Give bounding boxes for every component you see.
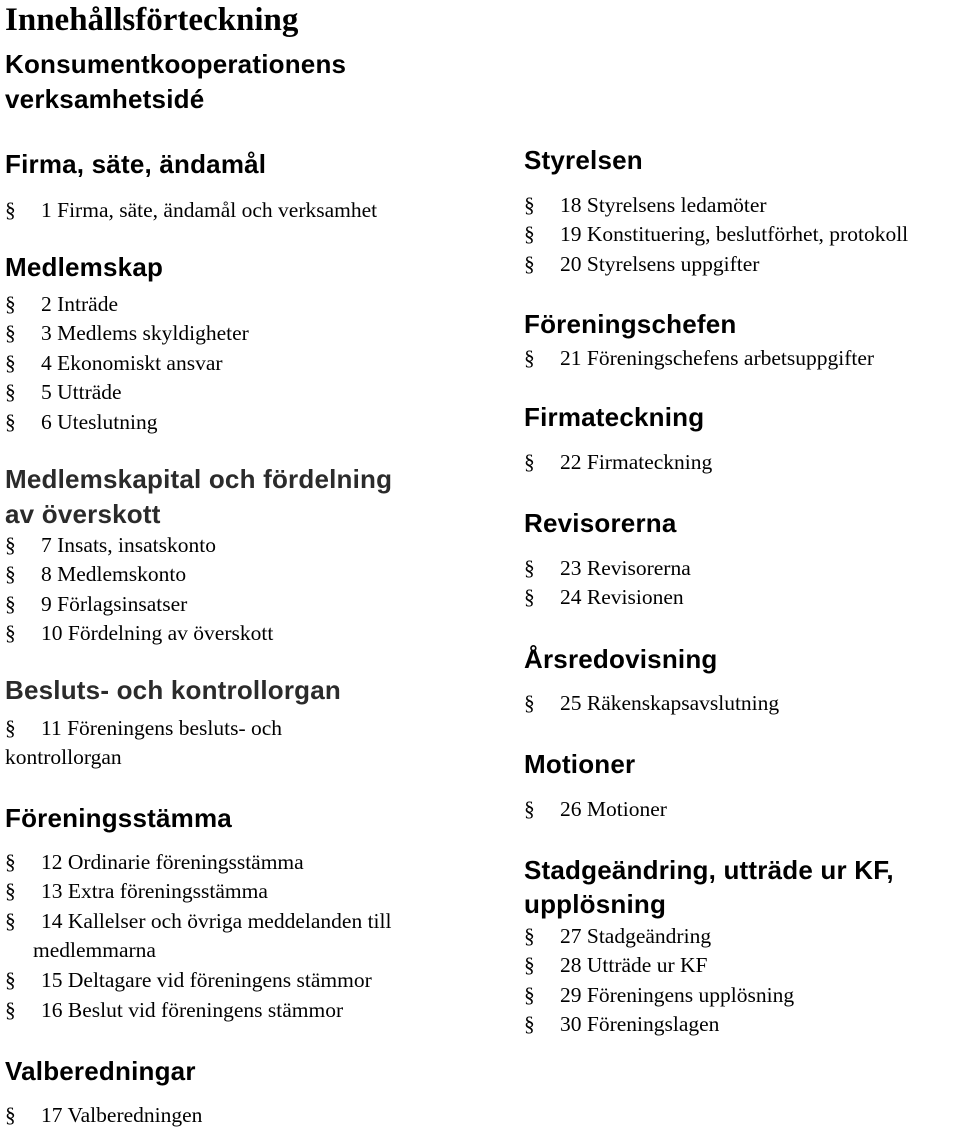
section-symbol: § [5,998,16,1022]
toc-entry-label: 22 Firmateckning [560,450,713,474]
toc-entry-25[interactable] [524,689,779,719]
section-symbol: § [524,193,535,217]
intro-heading-line1: Konsumentkooperationens [5,49,347,79]
section-symbol: § [5,562,16,586]
toc-entry-23[interactable] [524,554,691,584]
toc-entry-19[interactable] [524,220,908,250]
section-heading-firmateckning: Firmateckning [524,402,705,432]
toc-entry-9[interactable] [5,590,187,620]
toc-entry-label: 18 Styrelsens ledamöter [560,193,767,217]
toc-entry-24[interactable] [524,583,684,613]
section-symbol: § [524,953,535,977]
section-heading-motioner: Motioner [524,749,636,779]
toc-entry-28[interactable] [524,951,708,981]
toc-entry-label: 15 Deltagare vid föreningens stämmor [41,968,372,992]
toc-entry-22[interactable] [524,448,712,478]
toc-entry-13[interactable] [5,877,268,907]
section-symbol: § [524,797,535,821]
section-heading-stadgeandring-line1: Stadgeändring, utträde ur KF, [524,855,894,885]
toc-entry-10[interactable] [5,619,273,649]
toc-entry-17[interactable] [5,1101,202,1131]
section-symbol: § [5,198,16,222]
toc-entry-label: 11 Föreningens besluts- och [41,716,283,740]
section-symbol: § [5,410,16,434]
section-symbol: § [5,716,16,740]
toc-entry-label: 8 Medlemskonto [41,562,187,586]
section-symbol: § [524,252,535,276]
section-symbol: § [5,909,16,933]
section-symbol: § [524,556,535,580]
toc-entry-7[interactable] [5,531,216,561]
toc-entry-label: 9 Förlagsinsatser [41,592,188,616]
toc-entry-label: 7 Insats, insatskonto [41,533,216,557]
toc-entry-label: 30 Föreningslagen [560,1012,720,1036]
toc-entry-2[interactable] [5,290,118,320]
section-symbol: § [524,222,535,246]
section-symbol: § [524,585,535,609]
section-heading-medlemskap: Medlemskap [5,252,164,282]
toc-entry-29[interactable] [524,981,794,1011]
section-symbol: § [524,983,535,1007]
section-heading-besluts: Besluts- och kontrollorgan [5,675,342,705]
toc-entry-label: 4 Ekonomiskt ansvar [41,351,223,375]
toc-entry-label: 6 Uteslutning [41,410,158,434]
section-symbol: § [524,924,535,948]
section-symbol: § [5,321,16,345]
toc-entry-label: 3 Medlems skyldigheter [41,321,249,345]
section-symbol: § [5,380,16,404]
toc-entry-label: 27 Stadgeändring [560,924,712,948]
section-heading-medlemskapital-line1: Medlemskapital och fördelning [5,464,393,494]
toc-entry-18[interactable] [524,191,767,221]
toc-entry-label: 26 Motioner [560,797,667,821]
toc-entry-26[interactable] [524,795,667,825]
intro-heading-line2: verksamhetsidé [5,84,205,114]
section-symbol: § [5,1103,16,1127]
section-symbol: § [5,292,16,316]
toc-entry-label: 13 Extra föreningsstämma [41,879,268,903]
section-heading-foreningschefen: Föreningschefen [524,309,737,339]
toc-entry-label: 23 Revisorerna [560,556,691,580]
toc-entry-label: 21 Föreningschefens arbetsuppgifter [560,346,875,370]
toc-entry-label: 10 Fördelning av överskott [41,621,274,645]
section-heading-arsredovisning: Årsredovisning [524,644,718,674]
toc-entry-label: 28 Utträde ur KF [560,953,708,977]
toc-entry-4[interactable] [5,349,223,379]
toc-entry-label: 24 Revisionen [560,585,684,609]
toc-entry-21[interactable] [524,344,874,374]
section-heading-valberedningar: Valberedningar [5,1056,196,1086]
toc-entry-15[interactable] [5,966,372,996]
section-heading-styrelsen: Styrelsen [524,145,643,175]
toc-entry-11[interactable] [5,714,282,744]
section-symbol: § [5,879,16,903]
toc-entry-6[interactable] [5,408,157,438]
toc-entry-label: 5 Utträde [41,380,122,404]
section-symbol: § [5,533,16,557]
toc-entry-16[interactable] [5,996,343,1026]
toc-entry-14-continuation: medlemmarna [33,938,156,962]
toc-entry-11-continuation: kontrollorgan [5,745,122,769]
toc-entry-label: 12 Ordinarie föreningsstämma [41,850,304,874]
section-symbol: § [524,346,535,370]
toc-entry-14[interactable] [5,907,391,937]
section-heading-firma: Firma, säte, ändamål [5,149,267,179]
section-heading-medlemskapital-line2: av överskott [5,499,161,529]
section-symbol: § [524,1012,535,1036]
section-heading-revisorerna: Revisorerna [524,508,677,538]
toc-entry-12[interactable] [5,848,304,878]
toc-entry-label: 29 Föreningens upplösning [560,983,795,1007]
toc-entry-label: 25 Räkenskapsavslutning [560,691,780,715]
toc-entry-30[interactable] [524,1010,719,1040]
toc-entry-label: 19 Konstituering, beslutförhet, protokoll [560,222,909,246]
toc-entry-label: 14 Kallelser och övriga meddelanden till [41,909,392,933]
toc-entry-5[interactable] [5,378,122,408]
section-heading-stadgeandring-line2: upplösning [524,889,667,919]
toc-entry-label: 16 Beslut vid föreningens stämmor [41,998,344,1022]
toc-entry-label: 17 Valberedningen [41,1103,203,1127]
section-symbol: § [5,351,16,375]
toc-entry-label: 1 Firma, säte, ändamål och verksamhet [41,198,378,222]
toc-entry-label: 2 Inträde [41,292,119,316]
section-symbol: § [524,691,535,715]
section-symbol: § [5,968,16,992]
section-heading-foreningsstamma: Föreningsstämma [5,803,232,833]
section-symbol: § [5,850,16,874]
toc-entry-1[interactable] [5,196,377,226]
section-symbol: § [5,621,16,645]
toc-entry-27[interactable] [524,922,711,952]
toc-entry-20[interactable] [524,250,759,280]
toc-entry-8[interactable] [5,560,186,590]
toc-entry-3[interactable] [5,319,249,349]
section-symbol: § [524,450,535,474]
toc-entry-label: 20 Styrelsens uppgifter [560,252,760,276]
page-title: Innehållsförteckning [5,2,299,38]
section-symbol: § [5,592,16,616]
